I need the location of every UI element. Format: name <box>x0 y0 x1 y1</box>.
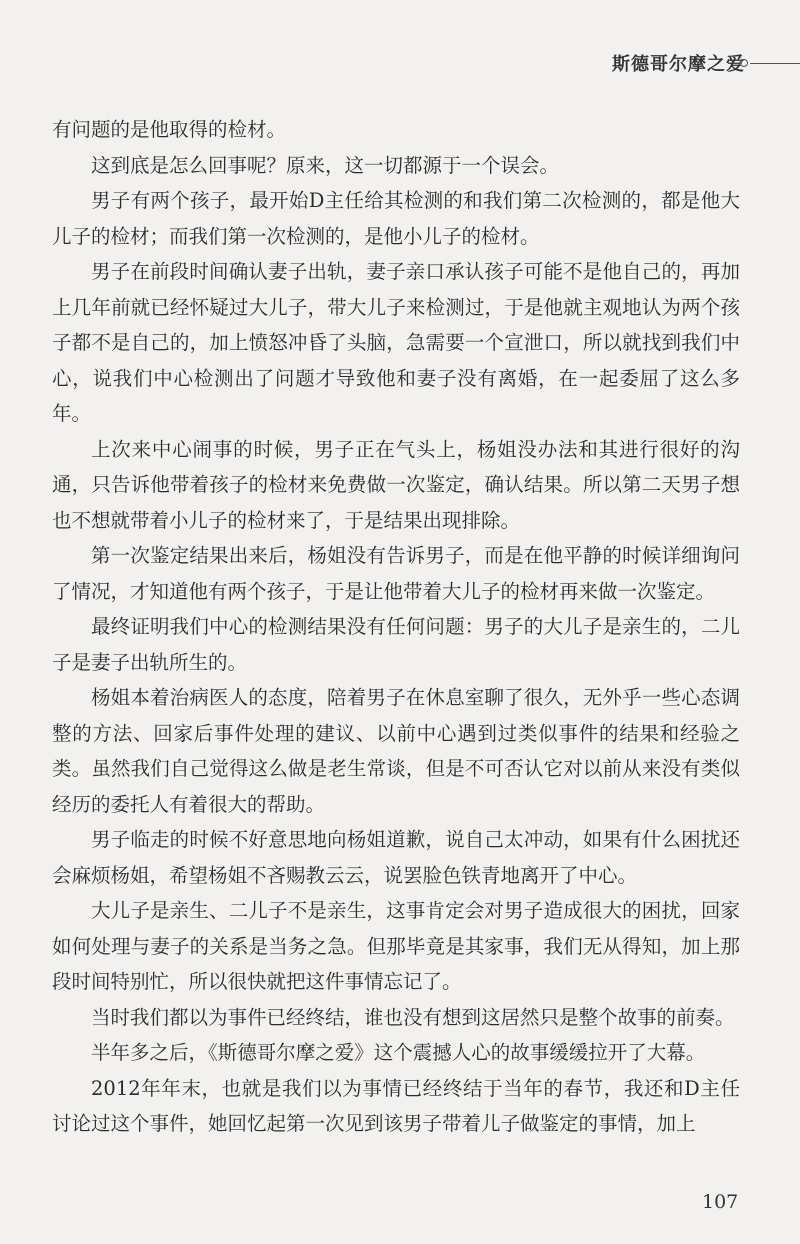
paragraph: 半年多之后，《斯德哥尔摩之爱》这个震撼人心的故事缓缓拉开了大幕。 <box>91 1041 706 1064</box>
paragraph: 男子有两个孩子，最开始D主任给其检测的和我们第二次检测的，都是他大儿子的检材；而我们第一次检测的，是他小儿子的检材。 <box>52 189 740 248</box>
paragraph: 男子临走的时候不好意思地向杨姐道歉，说自己太冲动，如果有什么困扰还会麻烦杨姐，希望杨姐不吝赐教云云，说罢脸色铁青地离开了中心。 <box>52 828 740 887</box>
text-body <box>52 112 740 1142</box>
paragraph: 上次来中心闹事的时候，男子正在气头上，杨姐没办法和其进行很好的沟通，只告诉他带着孩子的检材来免费做一次鉴定，确认结果。所以第二天男子想也不想就带着小儿子的检材来了，于是结果出现排除。 <box>52 437 740 532</box>
paragraph: 第一次鉴定结果出来后，杨姐没有告诉男子，而是在他平静的时候详细询问了情况，才知道他有两个孩子，于是让他带着大儿子的检材再来做一次鉴定。 <box>52 544 740 603</box>
running-header <box>612 44 800 80</box>
paragraph: 这到底是怎么回事呢？原来，这一切都源于一个误会。 <box>91 153 560 177</box>
chapter-title: 斯德哥尔摩之爱 <box>612 54 745 75</box>
paragraph: 最终证明我们中心的检测结果没有任何问题：男子的大儿子是亲生的，二儿子是妻子出轨所生的。 <box>52 615 740 674</box>
paragraph: 2012年年末，也就是我们以为事情已经终结于当年的春节，我还和D主任讨论过这个事件，她回忆起第一次见到该男子带着儿子做鉴定的事情，加上 <box>52 1076 740 1135</box>
page-number: 107 <box>702 1191 739 1213</box>
paragraph: 大儿子是亲生、二儿子不是亲生，这事肯定会对男子造成很大的困扰，回家如何处理与妻子的关系是当务之急。但那毕竟是其家事，我们无从得知，加上那段时间特别忙，所以很快就把这件事情忘记了。 <box>52 899 740 993</box>
header-circle-ornament <box>740 59 748 67</box>
header-rule <box>750 63 800 64</box>
paragraph: 杨姐本着治病医人的态度，陪着男子在休息室聊了很久，无外乎一些心态调整的方法、回家后事件处理的建议、以前中心遇到过类似事件的结果和经验之类。虽然我们自己觉得这么做是老生常谈，但是不可否认它对以前从来没有类似经历的委托人有着很大的帮助。 <box>52 686 740 816</box>
paragraph: 有问题的是他取得的检材。 <box>52 118 287 141</box>
paragraph: 男子在前段时间确认妻子出轨，妻子亲口承认孩子可能不是他自己的，再加上几年前就已经怀疑过大儿子，带大儿子来检测过，于是他就主观地认为两个孩子都不是自己的，加上愤怒冲昏了头脑，急需要一个宣泄口，所以就找到我们中心，说我们中心检测出了问题才导致他和妻子没有离婚，在一起委屈了这么多年。 <box>52 260 740 425</box>
paragraph: 当时我们都以为事件已经终结，谁也没有想到这居然只是整个故事的前奏。 <box>91 1005 735 1029</box>
